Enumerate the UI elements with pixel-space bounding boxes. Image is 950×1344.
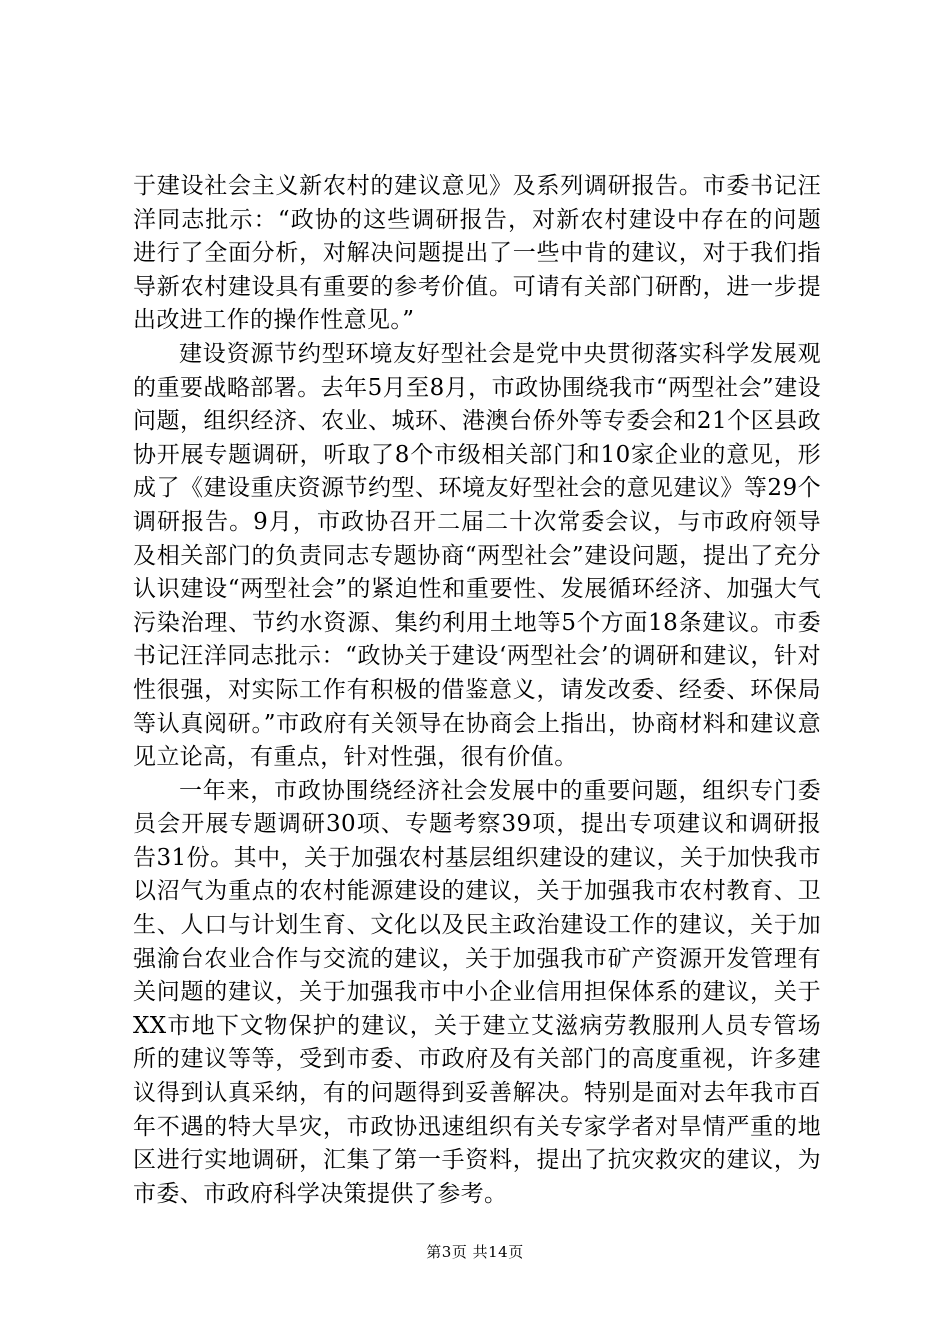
document-body (133, 170, 821, 1211)
paragraph-year-review: 一年来，市政协围绕经济社会发展中的重要问题，组织专门委员会开展专题调研30项、专题考察39项，提出专项建议和调研报告31份。其中，关于加强农村基层组织建设的建议，关于加快我市以沼气为重点的农村能源建设的建议，关于加强我市农村教育、卫生、人口与计划生育、文化以及民主政治建设工作的建议，关于加强渝台农业合作与交流的建议，关于加强我市矿产资源开发管理有关问题的建议，关于加强我市中小企业信用担保体系的建议，关于XX市地下文物保护的建议，关于建立艾滋病劳教服刑人员专管场所的建议等等，受到市委、市政府及有关部门的高度重视，许多建议得到认真采纳，有的问题得到妥善解决。特别是面对去年我市百年不遇的特大旱灾，市政协迅速组织有关专家学者对旱情严重的地区进行实地调研，汇集了第一手资料，提出了抗灾救灾的建议，为市委、市政府科学决策提供了参考。 (133, 777, 821, 1207)
paragraph-two-type-society: 建设资源节约型环境友好型社会是党中央贯彻落实科学发展观的重要战略部署。去年5月至8月，市政协围绕我市“两型社会”建设问题，组织经济、农业、城环、港澳台侨外等专委会和21个区县政协开展专题调研，听取了8个市级相关部门和10家企业的意见，形成了《建设重庆资源节约型、环境友好型社会的意见建议》等29个调研报告。9月，市政协召开二届二十次常委会议，与市政府领导及相关部门的负责同志专题协商“两型社会”建设问题，提出了充分认识建设“两型社会”的紧迫性和重要性、发展循环经济、加强大气污染治理、节约水资源、集约利用土地等5个方面18条建议。市委书记汪洋同志批示：“政协关于建设‘两型社会’的调研和建议，针对性很强，对实际工作有积极的借鉴意义，请发改委、经委、环保局等认真阅研。”市政府有关领导在协商会上指出，协商材料和建议意见立论高，有重点，针对性强，很有价值。 (133, 340, 821, 771)
paragraph-continued: 于建设社会主义新农村的建议意见》及系列调研报告。市委书记汪洋同志批示：“政协的这些调研报告，对新农村建设中存在的问题进行了全面分析，对解决问题提出了一些中肯的建议，对于我们指导新农村建设具有重要的参考价值。可请有关部门研酌，进一步提出改进工作的操作性意见。” (133, 173, 821, 334)
page-number-footer: 第3页 共14页 (426, 1243, 524, 1261)
